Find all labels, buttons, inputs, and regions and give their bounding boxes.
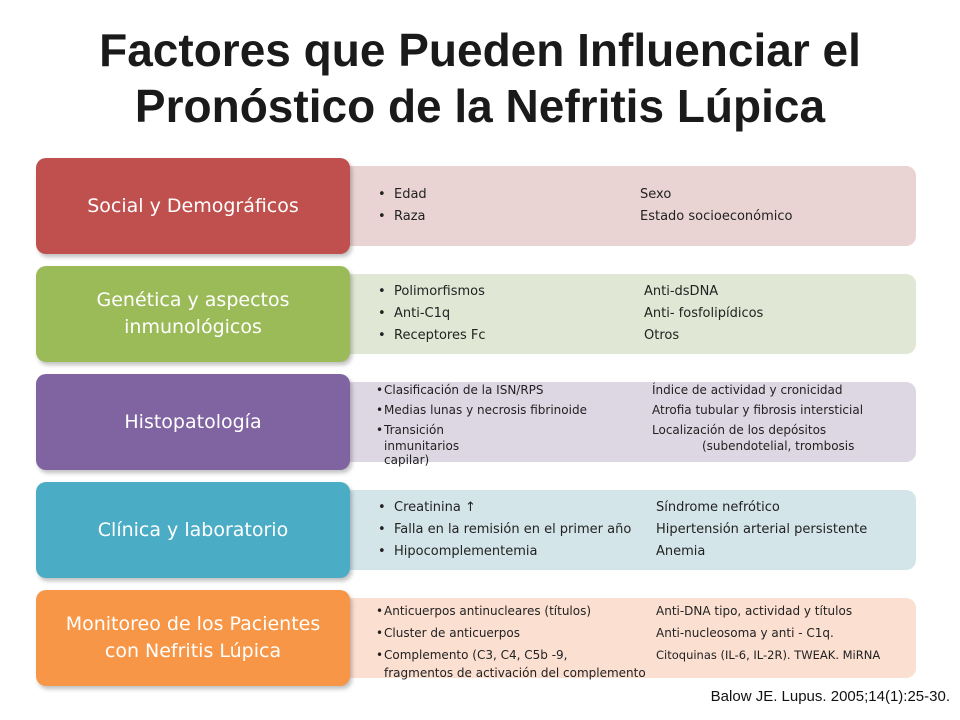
monitoreo-category-label: Monitoreo de los Pacientes con Nefritis Lúpica xyxy=(36,590,350,686)
row-clinica xyxy=(36,482,916,578)
list-item: • Anticuerpos antinucleares (títulos) Anti-DNA tipo, actividad y títulos xyxy=(376,604,853,618)
list-item: • Cluster de anticuerpos Anti-nucleosoma y anti - C1q. xyxy=(376,626,834,640)
title-line-2: Pronóstico de la Nefritis Lúpica xyxy=(134,80,826,132)
row-monitoreo xyxy=(36,590,916,686)
list-item: • Raza Estado socioeconómico xyxy=(378,209,793,224)
social-items-list xyxy=(376,166,906,246)
clinica-items-list xyxy=(376,490,906,570)
list-item: • Hipocomplementemia Anemia xyxy=(378,544,706,559)
list-item: • Falla en la remisión en el primer año Hipertensión arterial persistente xyxy=(378,522,868,537)
row-histo xyxy=(36,374,916,470)
list-item-continuation: inmunitarios (subendotelial, trombosis xyxy=(384,439,855,453)
page-title xyxy=(0,22,960,134)
list-item: • Anti-C1q Anti- fosfolipídicos xyxy=(378,306,764,321)
list-item-continuation: capilar) xyxy=(384,453,430,467)
list-item: • Clasificación de la ISN/RPS Índice de actividad y cronicidad xyxy=(376,383,843,397)
genetica-category-label: Genética y aspectos inmunológicos xyxy=(36,266,350,362)
list-item: • Medias lunas y necrosis fibrinoide Atrofia tubular y fibrosis intersticial xyxy=(376,403,864,417)
list-item: • Receptores Fc Otros xyxy=(378,328,680,343)
histo-category-label: Histopatología xyxy=(36,374,350,470)
clinica-category-label: Clínica y laboratorio xyxy=(36,482,350,578)
citation: Balow JE. Lupus. 2005;14(1):25-30. xyxy=(710,688,950,705)
list-item: • Creatinina ↑ Síndrome nefrótico xyxy=(378,500,780,515)
list-item: • Polimorfismos Anti-dsDNA xyxy=(378,284,719,299)
list-item: • Complemento (C3, C4, C5b -9, Citoquinas (IL-6, IL-2R). TWEAK. MiRNA xyxy=(376,648,881,662)
list-item: • Transición Localización de los depósitos xyxy=(376,423,827,437)
title-line-1: Factores que Pueden Influenciar el xyxy=(99,24,861,76)
social-category-label: Social y Demográficos xyxy=(36,158,350,254)
list-item: • Edad Sexo xyxy=(378,187,672,202)
list-item-continuation: fragmentos de activación del complemento xyxy=(384,666,646,680)
monitoreo-items-list xyxy=(376,596,906,682)
row-genetica xyxy=(36,266,916,362)
row-social xyxy=(36,158,916,254)
histo-items-list xyxy=(376,378,906,466)
genetica-items-list xyxy=(376,274,906,354)
